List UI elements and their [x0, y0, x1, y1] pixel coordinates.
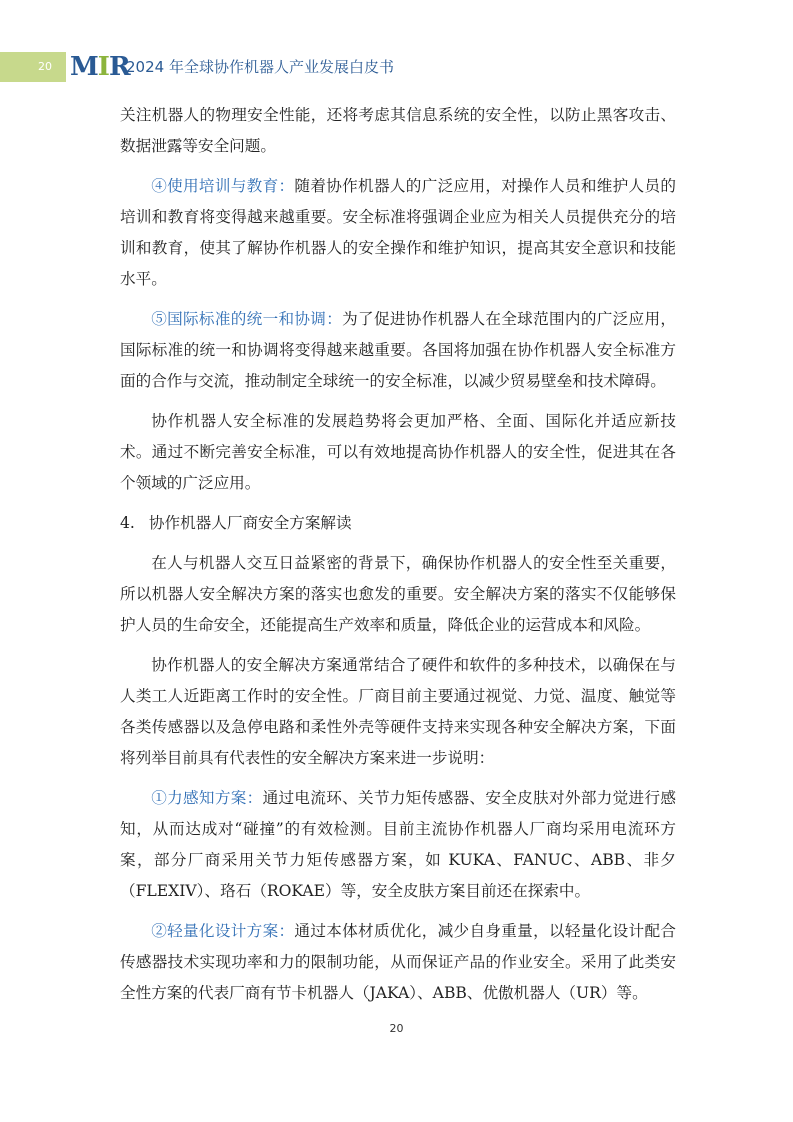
page-body [120, 100, 676, 1018]
paragraph-trend-summary: 协作机器人安全标准的发展趋势将会更加严格、全面、国际化并适应新技术。通过不断完善安全标准，可以有效地提高协作机器人的安全性，促进其在各个领域的广泛应用。 [120, 412, 676, 492]
document-title: 2024 年全球协作机器人产业发展白皮书 [126, 58, 394, 76]
logo-letter-i: I [97, 52, 109, 82]
paragraph-training [120, 171, 676, 295]
page-header [0, 52, 793, 82]
lightweight-design-label: ②轻量化设计方案： [151, 922, 295, 940]
intl-standards-label: ⑤国际标准的统一和协调： [151, 310, 343, 328]
logo-letter-r: R [108, 52, 130, 82]
mir-logo [70, 52, 130, 82]
section-heading [120, 508, 676, 539]
footer-page-number: 20 [389, 1022, 404, 1035]
logo-letter-m: M [70, 52, 98, 82]
paragraph-force-sensing [120, 783, 676, 907]
lightweight-design-text: 通过本体材质优化，减少自身重量，以轻量化设计配合传感器技术实现功率和力的限制功能，从而保证产品的作业安全。采用了此类安全性方案的代表厂商有节卡机器人（JAKA）、ABB、优傲机器人（UR）等。 [120, 922, 676, 1002]
paragraph-international-standards [120, 304, 676, 397]
header-page-number: 20 [0, 52, 66, 82]
section-title: 协作机器人厂商安全方案解读 [148, 514, 352, 532]
force-sensing-label: ①力感知方案： [151, 789, 263, 807]
training-label: ④使用培训与教育： [151, 177, 295, 195]
paragraph-solutions-overview: 协作机器人的安全解决方案通常结合了硬件和软件的多种技术，以确保在与人类工人近距离工作时的安全性。厂商目前主要通过视觉、力觉、温度、触觉等各类传感器以及急停电路和柔性外壳等硬件支持来实现各种安全解决方案，下面将列举目前具有代表性的安全解决方案来进一步说明： [120, 656, 676, 767]
force-sensing-text: 通过电流环、关节力矩传感器、安全皮肤对外部力觉进行感知，从而达成对“碰撞”的有效检测。目前主流协作机器人厂商均采用电流环方案，部分厂商采用关节力矩传感器方案，如 KUKA、FANUC、ABB、非夕（FLEXIV）、珞石（ROKAE）等，安全皮肤方案目前还在探索中。 [120, 789, 676, 900]
intl-standards-text: 为了促进协作机器人在全球范围内的广泛应用，国际标准的统一和协调将变得越来越重要。各国将加强在协作机器人安全标准方面的合作与交流，推动制定全球统一的安全标准，以减少贸易壁垒和技术障碍。 [120, 310, 676, 390]
paragraph-lightweight-design [120, 916, 676, 1009]
paragraph-security-info: 关注机器人的物理安全性能，还将考虑其信息系统的安全性，以防止黑客攻击、数据泄露等安全问题。 [120, 106, 676, 155]
section-number: 4. [120, 514, 135, 532]
paragraph-background: 在人与机器人交互日益紧密的背景下，确保协作机器人的安全性至关重要，所以机器人安全解决方案的落实也愈发的重要。安全解决方案的落实不仅能够保护人员的生命安全，还能提高生产效率和质量，降低企业的运营成本和风险。 [120, 554, 676, 634]
training-text: 随着协作机器人的广泛应用，对操作人员和维护人员的培训和教育将变得越来越重要。安全标准将强调企业应为相关人员提供充分的培训和教育，使其了解协作机器人的安全操作和维护知识，提高其安全意识和技能水平。 [120, 177, 676, 288]
